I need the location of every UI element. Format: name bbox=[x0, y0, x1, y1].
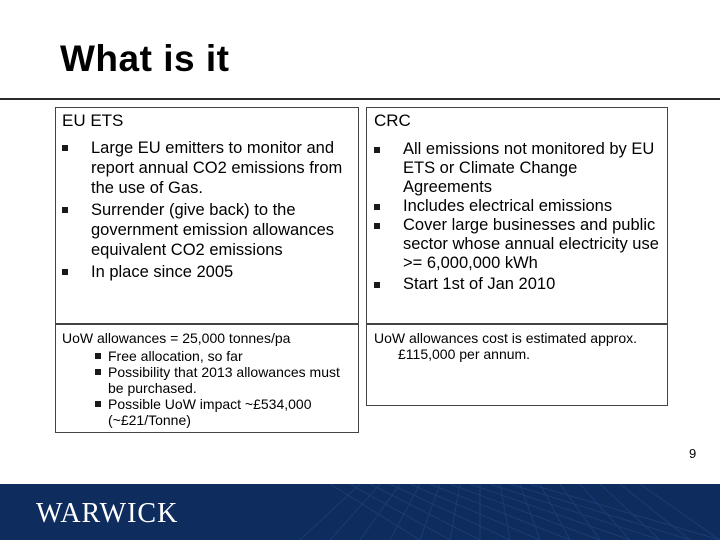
list-item bbox=[62, 364, 354, 396]
list-item-text: Possibility that 2013 allowances must be purchased. bbox=[108, 364, 340, 396]
list-item-text: Surrender (give back) to the government emission allowances equivalent CO2 emissions bbox=[91, 201, 335, 259]
slide-title: What is it bbox=[60, 38, 230, 79]
crc-bullets bbox=[374, 140, 662, 296]
bullet-marker bbox=[62, 269, 68, 275]
list-item-text: Cover large businesses and public sector whose annual electricity use >= 6,000,000 kWh bbox=[403, 216, 659, 272]
list-item-text: In place since 2005 bbox=[91, 263, 234, 281]
bullet-marker bbox=[374, 204, 380, 210]
title-divider bbox=[0, 98, 720, 100]
warwick-logo: WARWICK bbox=[36, 498, 179, 529]
list-item-text: Possible UoW impact ~£534,000 (~£21/Tonne) bbox=[108, 396, 312, 428]
list-item bbox=[62, 396, 354, 428]
uow-ets-note-lead: UoW allowances = 25,000 tonnes/pa bbox=[62, 330, 291, 346]
list-item-text: Free allocation, so far bbox=[108, 348, 243, 364]
bullet-marker bbox=[95, 353, 101, 359]
bullet-marker bbox=[95, 401, 101, 407]
eu-ets-bullets bbox=[62, 138, 352, 284]
page-number: 9 bbox=[689, 446, 697, 461]
list-item bbox=[374, 140, 662, 197]
list-item-text: All emissions not monitored by EU ETS or Climate Change Agreements bbox=[403, 140, 655, 196]
uow-crc-note bbox=[374, 330, 660, 362]
uow-ets-note bbox=[62, 330, 354, 428]
list-item-text: Large EU emitters to monitor and report annual CO2 emissions from the use of Gas. bbox=[91, 139, 343, 197]
crc-heading: CRC bbox=[374, 111, 411, 130]
bullet-marker bbox=[374, 223, 380, 229]
list-item-text: Start 1st of Jan 2010 bbox=[403, 275, 556, 293]
list-item bbox=[62, 262, 352, 282]
bullet-marker bbox=[62, 207, 68, 213]
list-item bbox=[374, 197, 662, 216]
bullet-marker bbox=[95, 369, 101, 375]
bullet-marker bbox=[62, 145, 68, 151]
eu-ets-heading: EU ETS bbox=[62, 111, 124, 130]
uow-crc-note-lead: UoW allowances cost is estimated approx. £115,000 per annum. bbox=[374, 330, 637, 362]
list-item-text: Includes electrical emissions bbox=[403, 197, 613, 215]
list-item bbox=[62, 348, 354, 364]
bullet-marker bbox=[374, 282, 380, 288]
footer-banner bbox=[0, 484, 720, 540]
list-item bbox=[374, 275, 662, 294]
bullet-marker bbox=[374, 147, 380, 153]
list-item bbox=[62, 200, 352, 260]
list-item bbox=[62, 138, 352, 198]
list-item bbox=[374, 216, 662, 273]
